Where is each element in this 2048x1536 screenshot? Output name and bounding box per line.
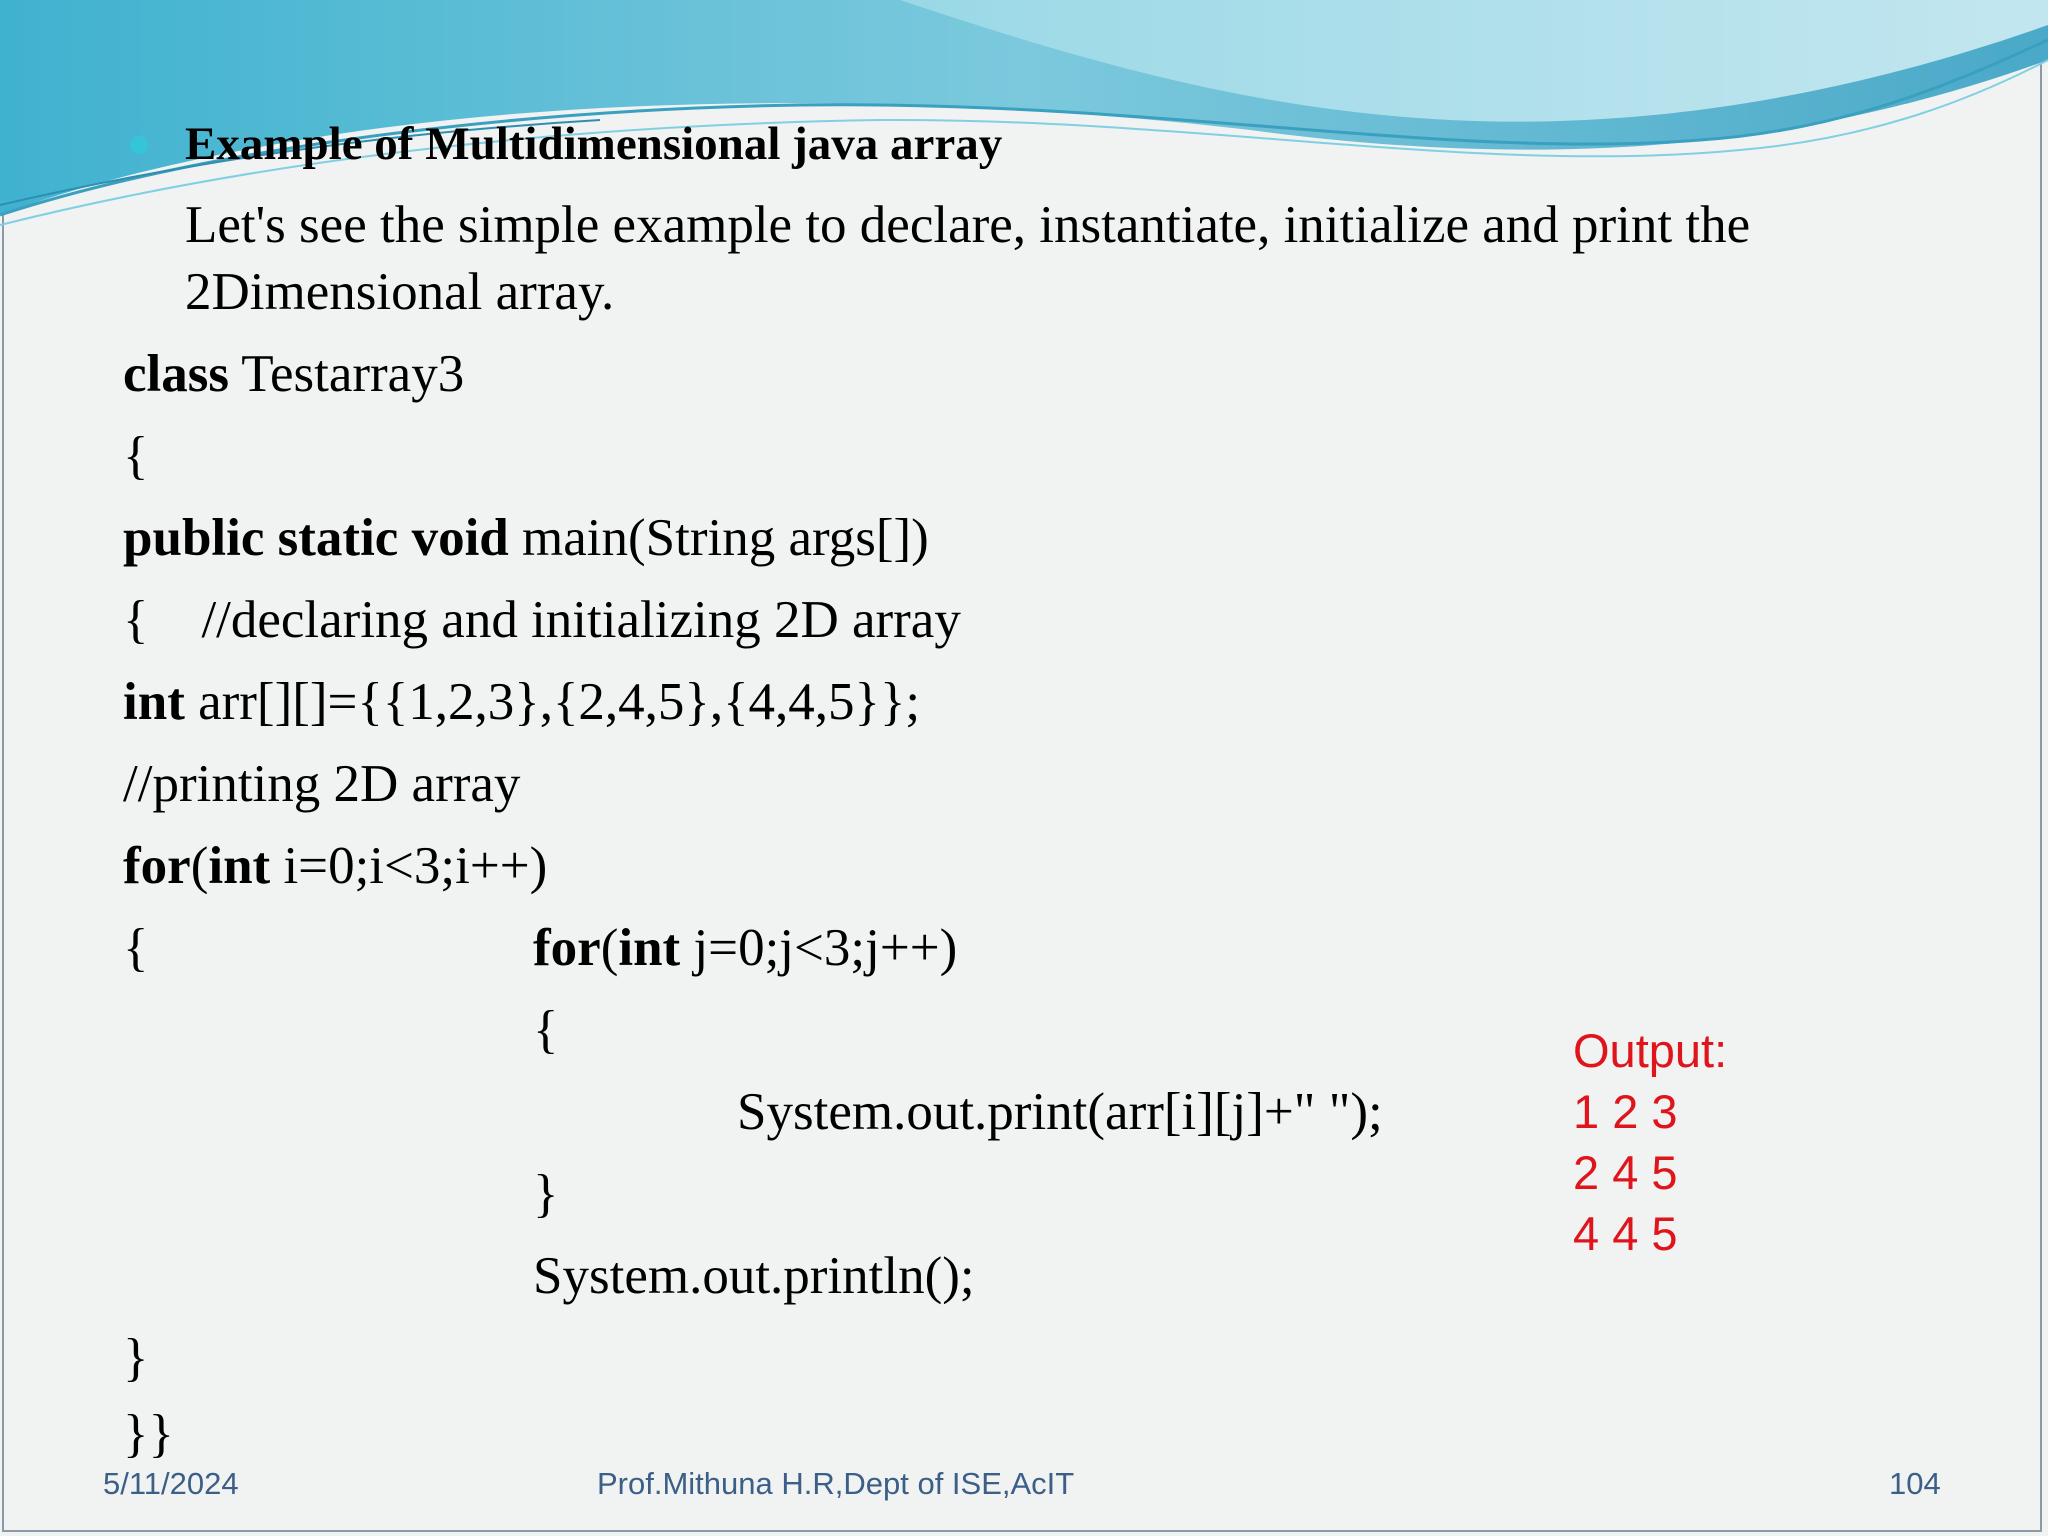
output-label: Output: — [1573, 1024, 1728, 1077]
output-block — [1573, 1020, 1727, 1264]
code-keyword: int — [618, 919, 681, 977]
code-line-brace: { — [123, 919, 149, 977]
code-text: ( — [190, 837, 209, 895]
footer-author: Prof.Mithuna H.R,Dept of ISE,AcIT — [597, 1466, 1075, 1501]
slide-description: Let's see the simple example to declare, instantiate, initialize and print the 2Dimensional array. — [185, 196, 1751, 321]
output-row: 4 4 5 — [1573, 1207, 1678, 1260]
code-line-comment: { //declaring and initializing 2D array — [123, 591, 961, 649]
code-line-for-j — [533, 916, 957, 980]
bullet-dot — [130, 136, 148, 154]
code-line-comment: //printing 2D array — [123, 755, 521, 813]
code-keyword: int — [208, 837, 271, 895]
output-row: 2 4 5 — [1573, 1146, 1678, 1199]
code-keyword: for — [123, 837, 191, 895]
code-line-for-i — [123, 834, 547, 898]
footer-page-number: 104 — [1889, 1466, 1941, 1501]
code-text: Testarray3 — [229, 345, 465, 403]
code-keyword: class — [123, 345, 229, 403]
code-text: main(String args[]) — [508, 509, 929, 567]
code-line-brace: }} — [123, 1405, 174, 1463]
code-keyword: int — [123, 673, 185, 731]
code-text: i=0;i<3;i++) — [270, 837, 548, 895]
code-keyword: public static void — [123, 509, 509, 567]
code-line-brace: } — [533, 1165, 559, 1223]
code-line-array — [123, 670, 920, 734]
code-text: arr[][]={{1,2,3},{2,4,5},{4,4,5}}; — [184, 673, 921, 731]
footer-date: 5/11/2024 — [103, 1466, 239, 1501]
code-line-print: System.out.print(arr[i][j]+" "); — [737, 1083, 1383, 1141]
code-text: j=0;j<3;j++) — [680, 919, 958, 977]
code-line-brace: { — [123, 427, 149, 485]
code-line-class — [123, 342, 464, 406]
slide-heading: Example of Multidimensional java array — [185, 118, 1003, 170]
code-line-brace: } — [123, 1329, 149, 1387]
code-text: ( — [600, 919, 619, 977]
code-line-main — [123, 506, 929, 570]
code-keyword: for — [533, 919, 601, 977]
code-line-brace: { — [533, 1001, 559, 1059]
code-line-println: System.out.println(); — [533, 1247, 975, 1305]
output-row: 1 2 3 — [1573, 1085, 1678, 1138]
